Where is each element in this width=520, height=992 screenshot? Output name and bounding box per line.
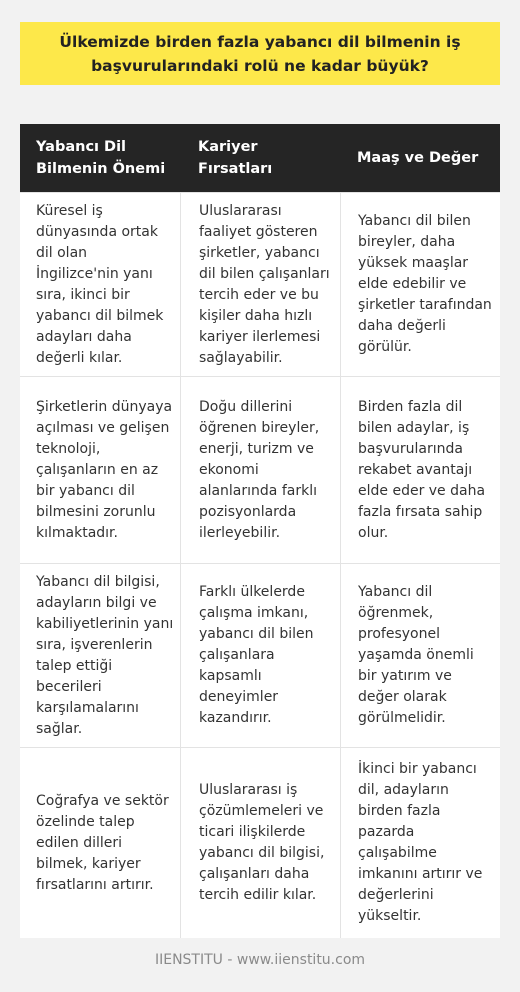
table-row <box>20 376 500 563</box>
footer-credit: IIENSTITU - www.iienstitu.com <box>154 952 366 968</box>
column-header-importance: Yabancı Dil Bilmenin Önemi <box>36 139 166 177</box>
table-cell: Farklı ülkelerde çalışma imkanı, yabancı dil bilen çalışanlara kapsamlı deneyimler kazandırır. <box>180 564 340 747</box>
title-banner <box>20 22 500 85</box>
table-cell: Şirketlerin dünyaya açılması ve gelişen teknoloji, çalışanların en az bir yabancı dil bilmesini zorunlu kılmaktadır. <box>36 398 173 541</box>
column-header-salary: Maaş ve Değer <box>357 150 479 166</box>
table-cell: Uluslararası faaliyet gösteren şirketler, yabancı dil bilen çalışanları tercih eder ve bu kişiler daha hızlı kariyer ilerlemesi sağlayabilir. <box>180 193 340 376</box>
table-cell: Doğu dillerini öğrenen bireyler, enerji, turizm ve ekonomi alanlarında farklı pozisyonlarda ilerleyebilir. <box>180 377 340 563</box>
table-cell: Yabancı dil öğrenmek, profesyonel yaşamda önemli bir yatırım ve değer olarak görülmelidir. <box>340 564 500 747</box>
table-cell: Küresel iş dünyasında ortak dil olan İngilizce'nin yanı sıra, ikinci bir yabancı dil bilmek adayları daha değerli kılar. <box>36 202 164 366</box>
comparison-table <box>20 124 500 938</box>
table-header-row <box>20 124 500 192</box>
table-cell: Yabancı dil bilgisi, adayların bilgi ve kabiliyetlerinin yanı sıra, işverenlerin talep ettiği becerileri karşılamalarını sağlar. <box>36 573 174 737</box>
table-row <box>20 563 500 747</box>
page-title: Ülkemizde birden fazla yabancı dil bilmenin iş başvurularındaki rolü ne kadar büyük? <box>59 32 461 75</box>
table-cell: Uluslararası iş çözümlemeleri ve ticari ilişkilerde yabancı dil bilgisi, çalışanları daha tercih edilir kılar. <box>180 748 340 938</box>
table-cell: Birden fazla dil bilen adaylar, iş başvurularında rekabet avantajı elde eder ve daha fazla fırsata sahip olur. <box>340 377 500 563</box>
column-header-career: Kariyer Fırsatları <box>198 139 273 177</box>
table-row <box>20 747 500 938</box>
table-cell: Yabancı dil bilen bireyler, daha yüksek maaşlar elde edebilir ve şirketler tarafından daha değerli görülür. <box>340 193 500 376</box>
table-cell: İkinci bir yabancı dil, adayların birden fazla pazarda çalışabilme imkanını artırır ve değerlerini yükseltir. <box>340 748 500 938</box>
table-row <box>20 192 500 376</box>
table-cell: Coğrafya ve sektör özelinde talep edilen dilleri bilmek, kariyer fırsatlarını artırır. <box>36 792 169 893</box>
